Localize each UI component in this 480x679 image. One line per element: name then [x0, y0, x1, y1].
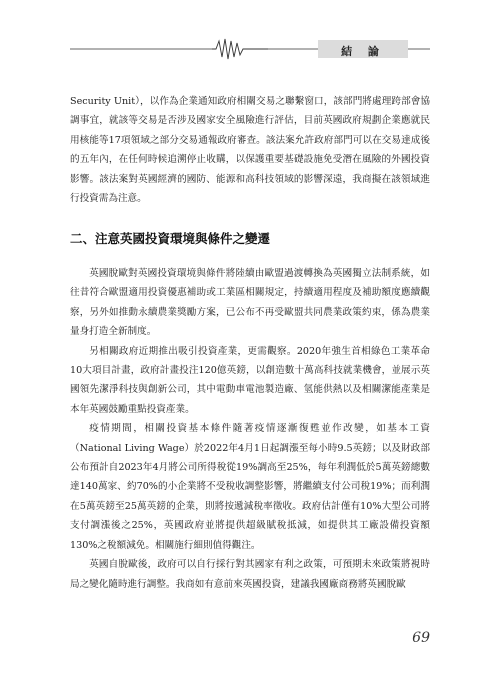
- body-paragraph-4: 英國自脫歐後，政府可以自行採行對其國家有利之政策，可預期未來政策將視時局之變化隨時進行調整。我商如有意前來英國投資，建議我國廠商務將英國脫歐: [70, 559, 430, 590]
- intro-paragraph: Security Unit），以作為企業通知政府相關交易之聯繫窗口，該部門將處理跨部會協調事宜，就該等交易是否涉及國家安全風險進行評估，目前英國政府規劃企業應就民用核能等17項領域之部分交易通報政府審查。該法案允許政府部門可以在交易達成後的五年內，在任何時候追溯停止收購，以保護重要基礎設施免受潛在風險的外國投資影響。該法案對英國經濟的國防、能源和高科技領域的影響深遠，我商擬在該領域進行投資需為注意。: [70, 96, 430, 205]
- body-paragraph-2: 另相關政府近期推出吸引投資產業，更需觀察。2020年強生首相綠色工業革命10大項目計畫，政府計畫投注120億英鎊，以創造數十萬高科技就業機會，並展示英國領先潔淨科技與創新公司，其中電動車電池製造廠、氫能供熱以及相關潔能產業是本年英國鼓勵重點投資產業。: [70, 345, 430, 415]
- header-rule-with-heartbeat-icon: [0, 34, 480, 64]
- page-header: [0, 34, 480, 64]
- body-paragraph-3: 疫情期間，相關投資基本條件隨著疫情逐漸復甦並作改變，如基本工資（National Living Wage）於2022年4月1日起調漲至每小時9.5英鎊；以及財政部公布預計自2023年4月將公司所得稅從19%調高至25%，每年利潤低於5萬英鎊總數達140萬家、約70%的小企業將不受稅收調整影響，將繼續支付公司稅19%；而利潤在5萬英鎊至25萬英鎊的企業，則將按遞減稅率徵收。政府估計僅有10%大型公司將支付調漲後之25%，英國政府並將提供超級賦稅抵減，如提供其工廠設備投資額130%之稅額減免。相關施行細則值得觀注。: [70, 423, 430, 551]
- section-heading: 二、注意英國投資環境與條件之變遷: [70, 231, 271, 246]
- page-number: 69: [412, 630, 430, 646]
- intro-block: [70, 92, 430, 208]
- body-paragraph-1: 英國脫歐對英國投資環境與條件將陸續由歐盟過渡轉換為英國獨立法制系統，如往昔符合歐盟適用投資優惠補助或工業區相關規定，持續適用程度及補助額度應續觀察，另外如推動永續農業獎勵方案，已公布不再受歐盟共同農業政策約束，係為農業量身打造全新制度。: [70, 268, 430, 338]
- section-body: [70, 264, 430, 594]
- chapter-tag: 結 論: [341, 45, 385, 58]
